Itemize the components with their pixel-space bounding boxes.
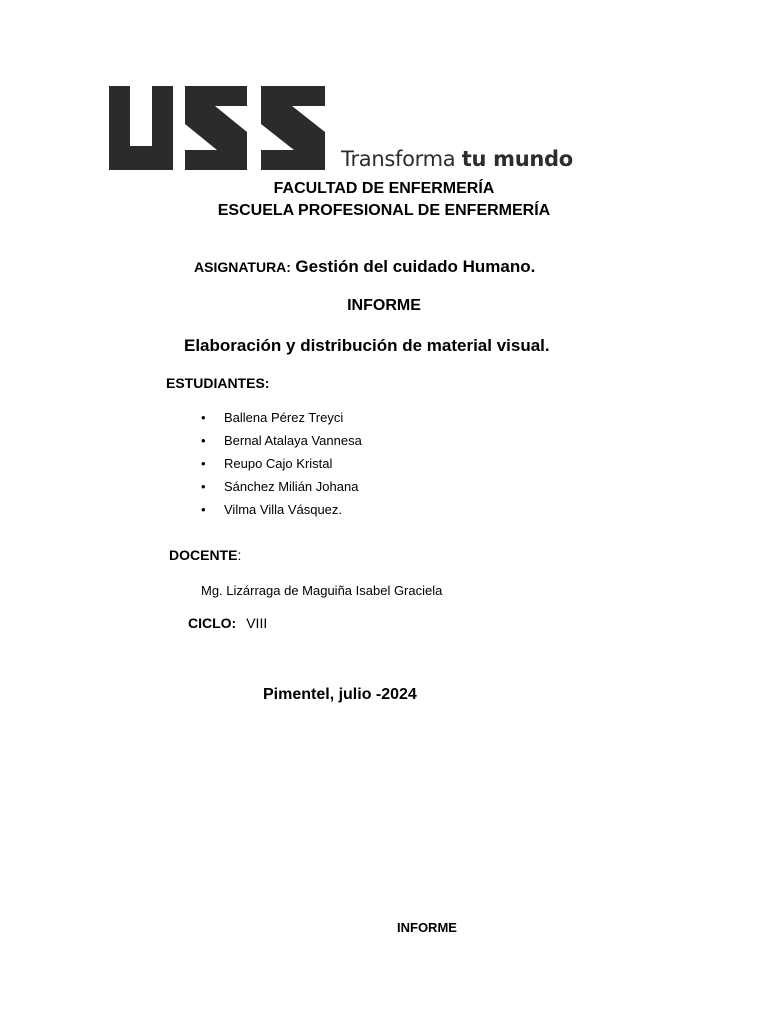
faculty-title: FACULTAD DE ENFERMERÍA — [273, 180, 495, 197]
report-subtitle: Elaboración y distribución de material visual. — [184, 336, 550, 355]
student-name: Sánchez Milián Johana — [224, 479, 359, 494]
teacher-name: Mg. Lizárraga de Maguiña Isabel Graciela — [201, 583, 443, 598]
teacher-label-line — [169, 547, 241, 563]
list-item — [198, 407, 362, 430]
list-item — [198, 453, 362, 476]
uss-logo-mark — [109, 86, 325, 170]
teacher-colon: : — [237, 547, 242, 563]
list-item — [198, 430, 362, 453]
student-name: Ballena Pérez Treyci — [224, 410, 344, 425]
teacher-label: DOCENTE — [169, 547, 238, 563]
list-item — [198, 476, 362, 499]
cycle-line — [188, 615, 267, 631]
subject-label: ASIGNATURA: — [194, 259, 291, 275]
students-list — [198, 407, 362, 522]
report-title: INFORME — [347, 297, 421, 314]
bullet-icon: • — [201, 479, 206, 494]
subject-line — [194, 257, 535, 277]
subject-value: Gestión del cuidado Humano. — [295, 257, 536, 276]
place-date: Pimentel, julio -2024 — [263, 686, 417, 703]
bullet-icon: • — [201, 433, 206, 448]
footer-title: INFORME — [397, 920, 457, 935]
cycle-label: CICLO: — [188, 615, 237, 631]
student-name: Reupo Cajo Kristal — [224, 456, 333, 471]
school-title: ESCUELA PROFESIONAL DE ENFERMERÍA — [217, 202, 551, 219]
student-name: Bernal Atalaya Vannesa — [224, 433, 362, 448]
bullet-icon: • — [201, 502, 206, 517]
list-item — [198, 499, 362, 522]
logo-tagline — [341, 147, 573, 171]
logo-tagline-bold: tu mundo — [461, 147, 573, 171]
students-label: ESTUDIANTES: — [166, 375, 270, 391]
student-name: Vilma Villa Vásquez. — [224, 502, 343, 517]
bullet-icon: • — [201, 456, 206, 471]
logo-tagline-light: Transforma — [341, 147, 456, 171]
cycle-value: VIII — [246, 615, 268, 631]
bullet-icon: • — [201, 410, 206, 425]
